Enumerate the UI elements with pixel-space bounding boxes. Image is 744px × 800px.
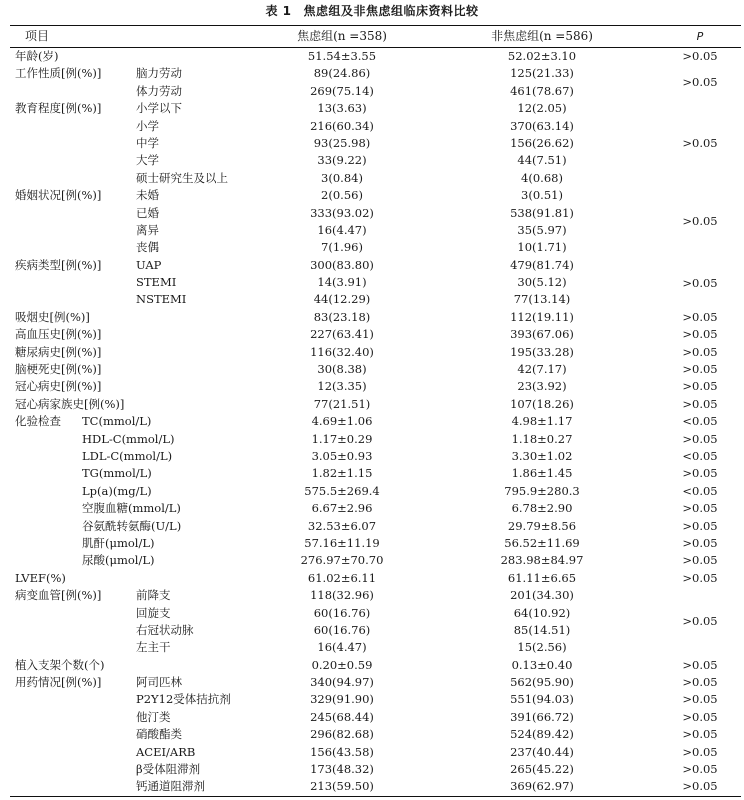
anxiety-group-value: 227(63.41)	[310, 327, 374, 342]
p-value: >0.05	[682, 362, 718, 377]
non-anxiety-group-value: 52.02±3.10	[507, 49, 577, 63]
anxiety-group-value: 300(83.80)	[310, 257, 374, 272]
merged-p-value: >0.05	[682, 75, 718, 90]
p-value: >0.05	[682, 396, 718, 411]
non-anxiety-group-value: 61.11±6.65	[507, 570, 577, 585]
merged-p-value: >0.05	[682, 275, 718, 290]
header-non-anxiety-group: 非焦虑组(n =586)	[491, 29, 593, 43]
anxiety-group-value: 216(60.34)	[310, 118, 374, 133]
row-label: 婚姻状况[例(%)]	[15, 188, 102, 203]
non-anxiety-group-value: 265(45.22)	[510, 762, 574, 777]
table-header	[10, 26, 741, 48]
anxiety-group-value: 12(3.35)	[317, 379, 367, 394]
row-sublabel: 丧偶	[136, 240, 159, 255]
row-label: 疾病类型[例(%)]	[15, 257, 102, 272]
header-p: P	[696, 30, 704, 43]
non-anxiety-group-value: 64(10.92)	[513, 605, 571, 620]
merged-p-value: >0.05	[682, 614, 718, 629]
row-sublabel: 他汀类	[136, 709, 171, 724]
anxiety-group-value: 0.20±0.59	[311, 657, 373, 672]
p-value: >0.05	[682, 570, 718, 585]
row-sublabel: ACEI/ARB	[136, 744, 196, 759]
row-sublabel: 小学以下	[136, 101, 182, 116]
row-sublabel: 大学	[136, 153, 159, 168]
anxiety-group-value: 14(3.91)	[317, 275, 367, 290]
p-value: <0.05	[682, 448, 718, 463]
row-sublabel: 小学	[136, 118, 159, 133]
p-value: >0.05	[682, 327, 718, 342]
table-row	[10, 431, 741, 448]
p-value: >0.05	[682, 501, 718, 516]
anxiety-group-value: 4.69±1.06	[311, 414, 373, 429]
row-sublabel: β受体阻滞剂	[136, 762, 201, 777]
table-row	[10, 587, 741, 604]
anxiety-group-value: 116(32.40)	[310, 344, 374, 359]
table-row	[10, 239, 741, 256]
table-row	[10, 361, 741, 378]
table-row	[10, 257, 741, 274]
p-value: >0.05	[682, 535, 718, 550]
row-label: LVEF(%)	[15, 570, 66, 585]
row-sublabel: 脑力劳动	[136, 66, 182, 81]
row-sublabel: 阿司匹林	[136, 675, 182, 690]
non-anxiety-group-value: 1.86±1.45	[511, 466, 573, 481]
non-anxiety-group-value: 4(0.68)	[521, 170, 563, 185]
non-anxiety-group-value: 30(5.12)	[517, 275, 567, 290]
row-sublabel: 硕士研究生及以上	[136, 170, 228, 185]
non-anxiety-group-value: 15(2.56)	[517, 640, 567, 655]
row-sublabel: LDL-C(mmol/L)	[82, 448, 173, 463]
non-anxiety-group-value: 85(14.51)	[513, 622, 571, 637]
anxiety-group-value: 33(9.22)	[317, 153, 367, 168]
table-row	[10, 657, 741, 674]
non-anxiety-group-value: 391(66.72)	[510, 709, 574, 724]
non-anxiety-group-value: 3.30±1.02	[511, 448, 573, 463]
row-label: 糖尿病史[例(%)]	[15, 344, 102, 359]
row-sublabel: NSTEMI	[136, 292, 187, 307]
non-anxiety-group-value: 524(89.42)	[510, 727, 574, 742]
row-label: 冠心病史[例(%)]	[15, 379, 102, 394]
table-row	[10, 605, 741, 622]
non-anxiety-group-value: 393(67.06)	[510, 327, 574, 342]
table-row	[10, 500, 741, 517]
p-value: >0.05	[682, 553, 718, 568]
row-sublabel: 肌酐(μmol/L)	[82, 535, 155, 550]
table-row	[10, 535, 741, 552]
header-anxiety-group: 焦虑组(n =358)	[297, 29, 387, 43]
non-anxiety-group-value: 3(0.51)	[521, 188, 563, 203]
anxiety-group-value: 1.17±0.29	[311, 431, 373, 446]
table-row	[10, 378, 741, 395]
table-row	[10, 344, 741, 361]
non-anxiety-group-value: 795.9±280.3	[504, 483, 580, 498]
non-anxiety-group-value: 369(62.97)	[510, 779, 574, 794]
anxiety-group-value: 57.16±11.19	[304, 535, 380, 550]
row-label: 病变血管[例(%)]	[15, 588, 102, 603]
table-row	[10, 483, 741, 500]
clinical-data-table	[10, 25, 741, 797]
table-caption	[0, 0, 744, 24]
anxiety-group-value: 77(21.51)	[313, 396, 371, 411]
non-anxiety-group-value: 1.18±0.27	[511, 431, 573, 446]
table-row	[10, 639, 741, 656]
non-anxiety-group-value: 562(95.90)	[510, 675, 574, 690]
table-row	[10, 65, 741, 82]
non-anxiety-group-value: 6.78±2.90	[511, 501, 573, 516]
non-anxiety-group-value: 44(7.51)	[517, 153, 567, 168]
anxiety-group-value: 6.67±2.96	[311, 501, 373, 516]
table-row	[10, 135, 741, 152]
row-sublabel: 尿酸(μmol/L)	[82, 553, 155, 568]
p-value: >0.05	[682, 518, 718, 533]
non-anxiety-group-value: 201(34.30)	[510, 588, 574, 603]
anxiety-group-value: 333(93.02)	[310, 205, 374, 220]
table-row	[10, 100, 741, 117]
non-anxiety-group-value: 479(81.74)	[510, 257, 574, 272]
anxiety-group-value: 60(16.76)	[313, 605, 371, 620]
row-label: 教育程度[例(%)]	[15, 101, 102, 116]
row-label: 年龄(岁)	[15, 49, 59, 63]
anxiety-group-value: 44(12.29)	[313, 292, 371, 307]
table-row	[10, 309, 741, 326]
non-anxiety-group-value: 12(2.05)	[517, 101, 567, 116]
anxiety-group-value: 329(91.90)	[310, 692, 374, 707]
table-body	[10, 48, 741, 796]
row-sublabel: 未婚	[136, 188, 159, 203]
anxiety-group-value: 340(94.97)	[310, 675, 374, 690]
row-sublabel: 离异	[136, 222, 159, 237]
anxiety-group-value: 2(0.56)	[321, 188, 363, 203]
row-sublabel: 右冠状动脉	[136, 622, 194, 637]
anxiety-group-value: 13(3.63)	[317, 101, 367, 116]
anxiety-group-value: 173(48.32)	[310, 762, 374, 777]
row-sublabel: 回旋支	[136, 605, 171, 620]
p-value: >0.05	[682, 466, 718, 481]
non-anxiety-group-value: 283.98±84.97	[500, 553, 584, 568]
row-label: 化验检查	[15, 414, 61, 429]
table-row	[10, 274, 741, 291]
non-anxiety-group-value: 42(7.17)	[517, 362, 567, 377]
p-value: >0.05	[682, 431, 718, 446]
anxiety-group-value: 16(4.47)	[317, 222, 367, 237]
table-row	[10, 326, 741, 343]
table-row	[10, 396, 741, 413]
non-anxiety-group-value: 538(91.81)	[510, 205, 574, 220]
non-anxiety-group-value: 56.52±11.69	[504, 535, 580, 550]
table-row	[10, 205, 741, 222]
table-row	[10, 518, 741, 535]
p-value: >0.05	[682, 692, 718, 707]
table-row	[10, 48, 741, 65]
p-value: >0.05	[682, 379, 718, 394]
p-value: >0.05	[682, 49, 718, 63]
non-anxiety-group-value: 77(13.14)	[513, 292, 571, 307]
table-row	[10, 778, 741, 795]
p-value: >0.05	[682, 727, 718, 742]
row-label: 冠心病家族史[例(%)]	[15, 396, 125, 411]
table-row	[10, 709, 741, 726]
row-sublabel: 钙通道阻滞剂	[136, 779, 205, 794]
p-value: >0.05	[682, 675, 718, 690]
anxiety-group-value: 16(4.47)	[317, 640, 367, 655]
anxiety-group-value: 60(16.76)	[313, 622, 371, 637]
anxiety-group-value: 3.05±0.93	[311, 448, 373, 463]
anxiety-group-value: 32.53±6.07	[307, 518, 377, 533]
anxiety-group-value: 1.82±1.15	[311, 466, 373, 481]
table-row	[10, 448, 741, 465]
anxiety-group-value: 93(25.98)	[313, 135, 371, 150]
table-row	[10, 726, 741, 743]
non-anxiety-group-value: 10(1.71)	[517, 240, 567, 255]
table-row	[10, 552, 741, 569]
table-row	[10, 170, 741, 187]
non-anxiety-group-value: 29.79±8.56	[507, 518, 577, 533]
table-row	[10, 691, 741, 708]
row-sublabel: TC(mmol/L)	[82, 414, 152, 429]
anxiety-group-value: 61.02±6.11	[307, 570, 377, 585]
table-row	[10, 222, 741, 239]
anxiety-group-value: 89(24.86)	[313, 66, 371, 81]
p-value: <0.05	[682, 483, 718, 498]
table-row	[10, 465, 741, 482]
row-sublabel: TG(mmol/L)	[82, 466, 152, 481]
non-anxiety-group-value: 112(19.11)	[510, 309, 574, 324]
row-sublabel: HDL-C(mmol/L)	[82, 431, 175, 446]
row-sublabel: Lp(a)(mg/L)	[82, 483, 152, 498]
table-title: 焦虑组及非焦虑组临床资料比较	[303, 4, 479, 18]
row-label: 植入支架个数(个)	[15, 657, 105, 672]
p-value: >0.05	[682, 344, 718, 359]
table-row	[10, 744, 741, 761]
anxiety-group-value: 276.97±70.70	[300, 553, 384, 568]
row-sublabel: 中学	[136, 135, 159, 150]
p-value: >0.05	[682, 779, 718, 794]
row-label: 吸烟史[例(%)]	[15, 309, 90, 324]
anxiety-group-value: 213(59.50)	[310, 779, 374, 794]
p-value: >0.05	[682, 744, 718, 759]
anxiety-group-value: 245(68.44)	[310, 709, 374, 724]
non-anxiety-group-value: 0.13±0.40	[511, 657, 573, 672]
row-sublabel: 体力劳动	[136, 83, 182, 98]
row-sublabel: 谷氨酰转氨酶(U/L)	[82, 518, 182, 533]
table-row	[10, 570, 741, 587]
row-label: 用药情况[例(%)]	[15, 675, 102, 690]
anxiety-group-value: 156(43.58)	[310, 744, 374, 759]
row-sublabel: UAP	[136, 257, 162, 272]
table-row	[10, 83, 741, 100]
p-value: >0.05	[682, 709, 718, 724]
non-anxiety-group-value: 370(63.14)	[510, 118, 574, 133]
anxiety-group-value: 7(1.96)	[321, 240, 363, 255]
p-value: <0.05	[682, 414, 718, 429]
anxiety-group-value: 30(8.38)	[317, 362, 367, 377]
table-row	[10, 413, 741, 430]
table-row	[10, 187, 741, 204]
non-anxiety-group-value: 461(78.67)	[510, 83, 574, 98]
non-anxiety-group-value: 4.98±1.17	[511, 414, 573, 429]
non-anxiety-group-value: 237(40.44)	[510, 744, 574, 759]
table-row	[10, 118, 741, 135]
non-anxiety-group-value: 107(18.26)	[510, 396, 574, 411]
row-sublabel: 左主干	[136, 640, 171, 655]
row-label: 脑梗死史[例(%)]	[15, 362, 102, 377]
table-row	[10, 761, 741, 778]
p-value: >0.05	[682, 309, 718, 324]
merged-p-value: >0.05	[682, 136, 718, 151]
p-value: >0.05	[682, 657, 718, 672]
non-anxiety-group-value: 125(21.33)	[510, 66, 574, 81]
non-anxiety-group-value: 35(5.97)	[517, 222, 567, 237]
row-sublabel: P2Y12受体拮抗剂	[136, 692, 231, 707]
anxiety-group-value: 83(23.18)	[313, 309, 371, 324]
non-anxiety-group-value: 195(33.28)	[510, 344, 574, 359]
row-sublabel: 前降支	[136, 588, 171, 603]
non-anxiety-group-value: 23(3.92)	[517, 379, 567, 394]
anxiety-group-value: 575.5±269.4	[304, 483, 380, 498]
row-sublabel: 空腹血糖(mmol/L)	[82, 501, 181, 516]
row-sublabel: 硝酸酯类	[136, 727, 182, 742]
anxiety-group-value: 118(32.96)	[310, 588, 374, 603]
anxiety-group-value: 269(75.14)	[310, 83, 374, 98]
anxiety-group-value: 3(0.84)	[321, 170, 363, 185]
anxiety-group-value: 51.54±3.55	[307, 49, 377, 63]
anxiety-group-value: 296(82.68)	[310, 727, 374, 742]
p-value: >0.05	[682, 762, 718, 777]
table-row	[10, 622, 741, 639]
header-item: 项目	[25, 29, 50, 43]
non-anxiety-group-value: 156(26.62)	[510, 135, 574, 150]
row-label: 高血压史[例(%)]	[15, 327, 102, 342]
table-number: 表 1	[265, 4, 292, 18]
row-label: 工作性质[例(%)]	[15, 66, 102, 81]
merged-p-value: >0.05	[682, 214, 718, 229]
non-anxiety-group-value: 551(94.03)	[510, 692, 574, 707]
table-row	[10, 291, 741, 308]
table-row	[10, 152, 741, 169]
row-sublabel: 已婚	[136, 205, 159, 220]
table-row	[10, 674, 741, 691]
row-sublabel: STEMI	[136, 275, 177, 290]
